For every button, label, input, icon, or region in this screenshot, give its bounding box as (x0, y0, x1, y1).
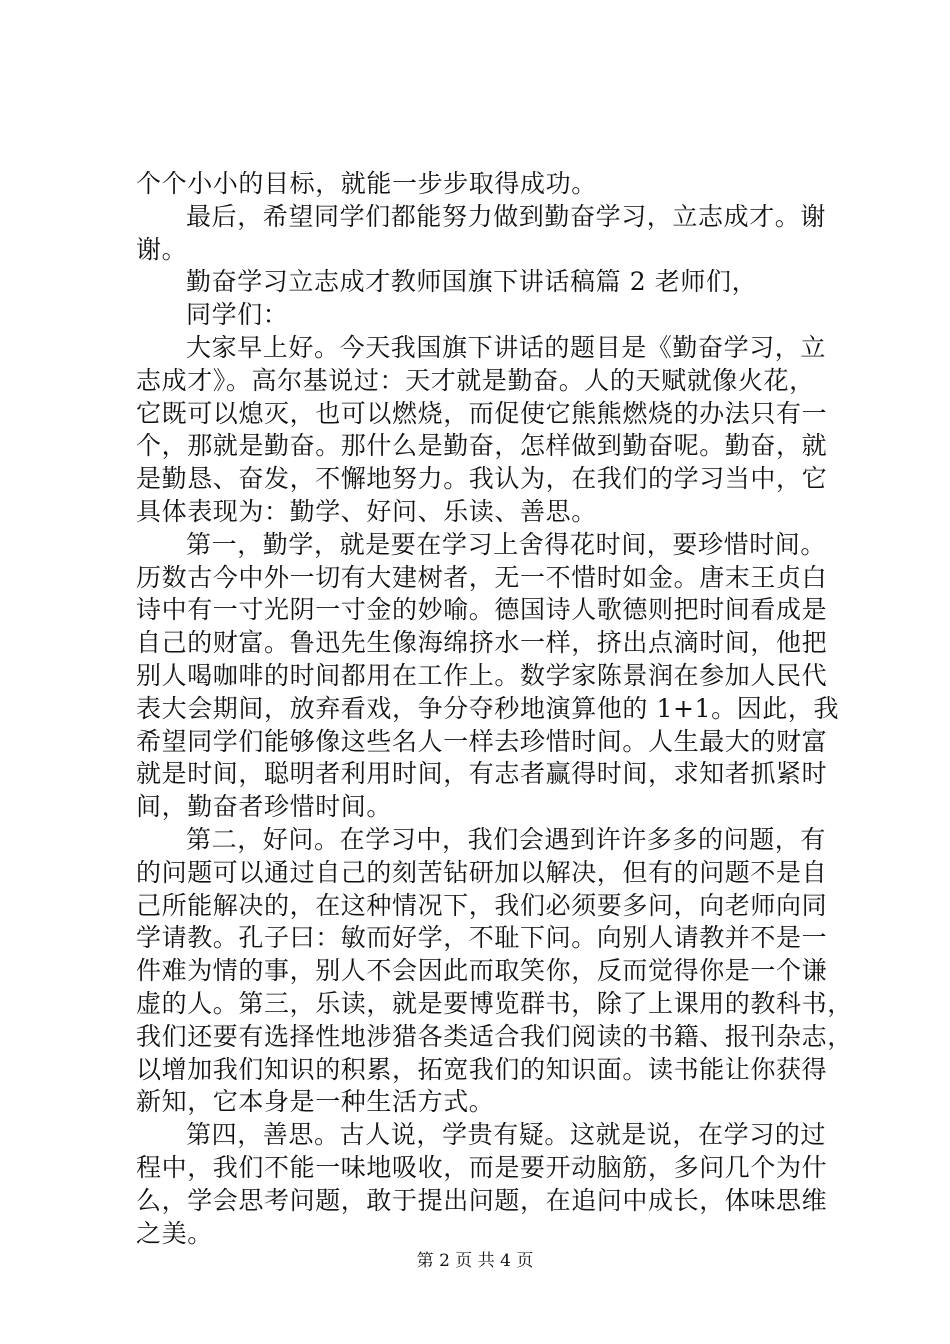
text-line: 个个小小的目标，就能一步步取得成功。 (136, 169, 597, 198)
text-line: 件难为情的事，别人不会因此而取笑你，反而觉得你是一个谦 (136, 956, 828, 986)
text-line: 志成才》。高尔基说过：天才就是勤奋。人的天赋就像火花， (136, 365, 815, 395)
text-line: 就是时间，聪明者利用时间，有志者赢得时间，求知者抓紧时 (136, 759, 828, 789)
text-line: 最后，希望同学们都能努力做到勤奋学习，立志成才。谢 (186, 201, 827, 231)
text-line: 别人喝咖啡的时间都用在工作上。数学家陈景润在参加人民代 (136, 660, 828, 690)
text-line: 具体表现为：勤学、好问、乐读、善思。 (136, 496, 597, 526)
text-line: 虚的人。第三，乐读，就是要博览群书，除了上课用的教科书， (136, 988, 853, 1018)
text-line: 它既可以熄灭，也可以燃烧，而促使它熊熊燃烧的办法只有一 (136, 398, 828, 428)
text-line: 学请教。孔子曰：敏而好学，不耻下问。向别人请教并不是一 (136, 923, 828, 953)
text-line: 之美。 (136, 1218, 213, 1248)
text-line: 是勤恳、奋发，不懈地努力。我认为，在我们的学习当中，它 (136, 464, 828, 494)
text-line: 诗中有一寸光阴一寸金的妙喻。德国诗人歌德则把时间看成是 (136, 595, 828, 625)
page-number-footer: 第 2 页 共 4 页 (416, 1251, 534, 1271)
text-line: 新知，它本身是一种生活方式。 (136, 1087, 495, 1117)
text-line: 以增加我们知识的积累，拓宽我们的知识面。读书能让你获得 (136, 1054, 828, 1084)
text-line: 第一，勤学，就是要在学习上舍得花时间，要珍惜时间。 (186, 529, 827, 559)
text-line: 历数古今中外一切有大建树者，无一不惜时如金。唐末王贞白 (136, 562, 828, 592)
text-line: 大家早上好。今天我国旗下讲话的题目是《勤奋学习，立 (186, 332, 827, 362)
text-line: 同学们： (186, 300, 289, 330)
text-line: 第四，善思。古人说，学贵有疑。这就是说，在学习的过 (186, 1120, 827, 1150)
text-line: 表大会期间，放弃看戏，争分夺秒地演算他的 1+1。因此，我 (136, 693, 840, 723)
text-line: 己所能解决的，在这种情况下，我们必须要多问，向老师向同 (136, 890, 828, 920)
text-line: 程中，我们不能一味地吸收，而是要开动脑筋，多问几个为什 (136, 1152, 828, 1182)
document-body (136, 168, 853, 1250)
text-line: 我们还要有选择性地涉猎各类适合我们阅读的书籍、报刊杂志， (136, 1021, 853, 1051)
text-line: 谢。 (136, 234, 188, 264)
text-line: 自己的财富。鲁迅先生像海绵挤水一样，挤出点滴时间，他把 (136, 628, 828, 658)
text-line: 的问题可以通过自己的刻苦钻研加以解决，但有的问题不是自 (136, 857, 828, 887)
text-line: 么，学会思考问题，敢于提出问题，在追问中成长，体味思维 (136, 1185, 828, 1215)
text-line: 勤奋学习立志成才教师国旗下讲话稿篇 2 老师们， (186, 267, 758, 297)
text-line: 希望同学们能够像这些名人一样去珍惜时间。人生最大的财富 (136, 726, 828, 756)
text-line: 间，勤奋者珍惜时间。 (136, 792, 393, 822)
text-line: 第二，好问。在学习中，我们会遇到许许多多的问题，有 (186, 824, 827, 854)
text-line: 个，那就是勤奋。那什么是勤奋，怎样做到勤奋呢。勤奋，就 (136, 431, 828, 461)
